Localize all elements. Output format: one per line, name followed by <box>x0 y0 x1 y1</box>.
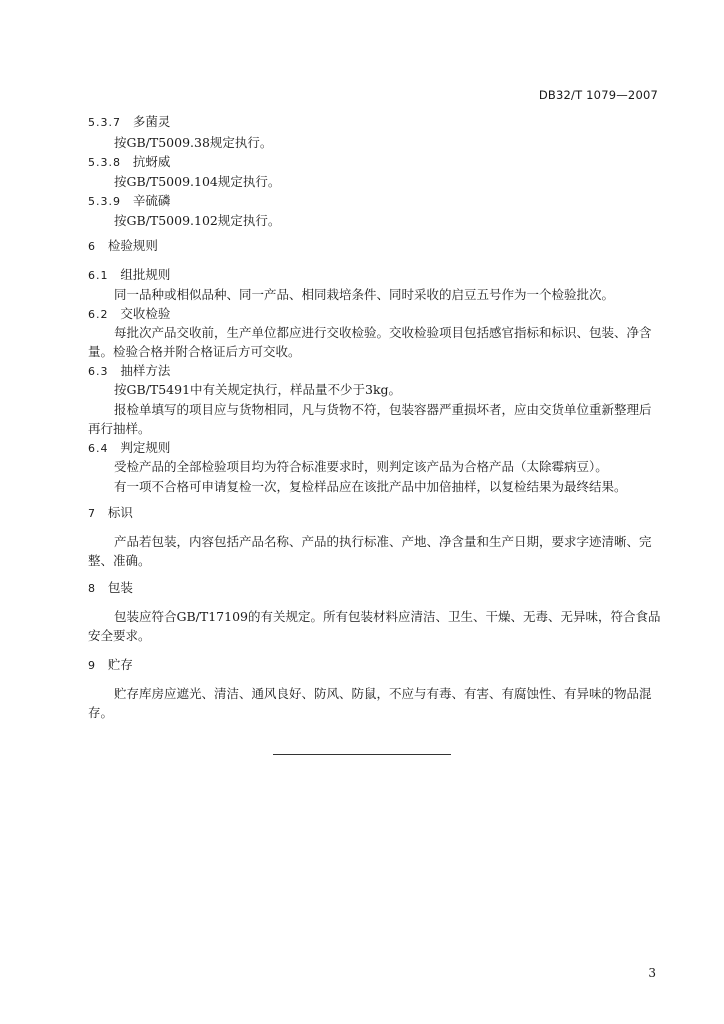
section-5-3-9-heading <box>88 193 170 210</box>
section-title: 标识 <box>107 505 133 520</box>
section-5-3-9-body: 按GB/T5009.102规定执行。 <box>114 213 281 228</box>
section-7-heading <box>88 505 133 522</box>
section-number: 5.3.8 <box>88 156 121 169</box>
section-number: 6.3 <box>88 365 109 378</box>
section-title: 包装 <box>107 580 133 595</box>
section-6-4-body1: 受检产品的全部检验项目均为符合标准要求时，则判定该产品为合格产品（太除霉病豆）。 <box>114 459 608 474</box>
section-6-1-body: 同一品种或相似品种、同一产品、相同栽培条件、同时采收的启豆五号作为一个检验批次。 <box>114 287 615 302</box>
section-5-3-8-body: 按GB/T5009.104规定执行。 <box>114 174 281 189</box>
section-title: 多菌灵 <box>132 114 171 129</box>
section-number: 8 <box>88 582 96 595</box>
section-number: 6.4 <box>88 442 109 455</box>
section-title: 交收检验 <box>120 306 171 321</box>
standard-code: DB32/T 1079—2007 <box>538 88 658 102</box>
section-number: 6 <box>88 240 96 253</box>
section-title: 组批规则 <box>120 267 171 282</box>
section-number: 5.3.9 <box>88 195 121 208</box>
section-6-2-heading <box>88 306 170 323</box>
section-title: 贮存 <box>107 657 133 672</box>
section-5-3-7-body: 按GB/T5009.38规定执行。 <box>114 135 273 150</box>
section-title: 辛硫磷 <box>132 193 171 208</box>
section-number: 7 <box>88 507 96 520</box>
section-title: 检验规则 <box>107 238 158 253</box>
section-6-heading <box>88 238 158 255</box>
section-title: 抽样方法 <box>120 363 171 378</box>
section-6-3-body2-line1: 报检单填写的项目应与货物相同，凡与货物不符，包装容器严重损坏者，应由交货单位重新整理后 <box>114 402 652 417</box>
section-6-1-heading <box>88 267 170 284</box>
section-6-3-body1: 按GB/T5491中有关规定执行，样品量不少于3kg。 <box>114 382 402 397</box>
section-9-body-line2: 存。 <box>88 705 114 720</box>
section-6-4-body2: 有一项不合格可申请复检一次，复检样品应在该批产品中加倍抽样，以复检结果为最终结果。 <box>114 479 627 494</box>
section-5-3-8-heading <box>88 154 170 171</box>
section-7-body-line1: 产品若包装，内容包括产品名称、产品的执行标准、产地、净含量和生产日期，要求字迹清晰、完 <box>114 534 652 549</box>
section-number: 6.1 <box>88 269 109 282</box>
section-number: 9 <box>88 659 96 672</box>
page-number: 3 <box>648 966 656 980</box>
section-5-3-7-heading <box>88 114 170 131</box>
section-6-3-heading <box>88 363 170 380</box>
section-6-2-body-line2: 量。检验合格并附合格证后方可交收。 <box>88 344 301 359</box>
section-8-body-line2: 安全要求。 <box>88 628 151 643</box>
section-6-4-heading <box>88 440 170 457</box>
section-7-body-line2: 整、准确。 <box>88 553 151 568</box>
section-number: 6.2 <box>88 308 109 321</box>
section-9-heading <box>88 657 133 674</box>
section-9-body-line1: 贮存库房应遮光、清洁、通风良好、防风、防鼠，不应与有毒、有害、有腐蚀性、有异味的物品混 <box>114 686 652 701</box>
end-divider <box>273 754 451 755</box>
section-8-heading <box>88 580 133 597</box>
section-6-2-body-line1: 每批次产品交收前，生产单位都应进行交收检验。交收检验项目包括感官指标和标识、包装、净含 <box>114 325 652 340</box>
section-title: 抗蚜威 <box>132 154 171 169</box>
section-8-body-line1: 包装应符合GB/T17109的有关规定。所有包装材料应清洁、卫生、干燥、无毒、无异味，符合食品 <box>114 609 661 624</box>
section-6-3-body2-line2: 再行抽样。 <box>88 421 151 436</box>
section-title: 判定规则 <box>120 440 171 455</box>
section-number: 5.3.7 <box>88 116 121 129</box>
